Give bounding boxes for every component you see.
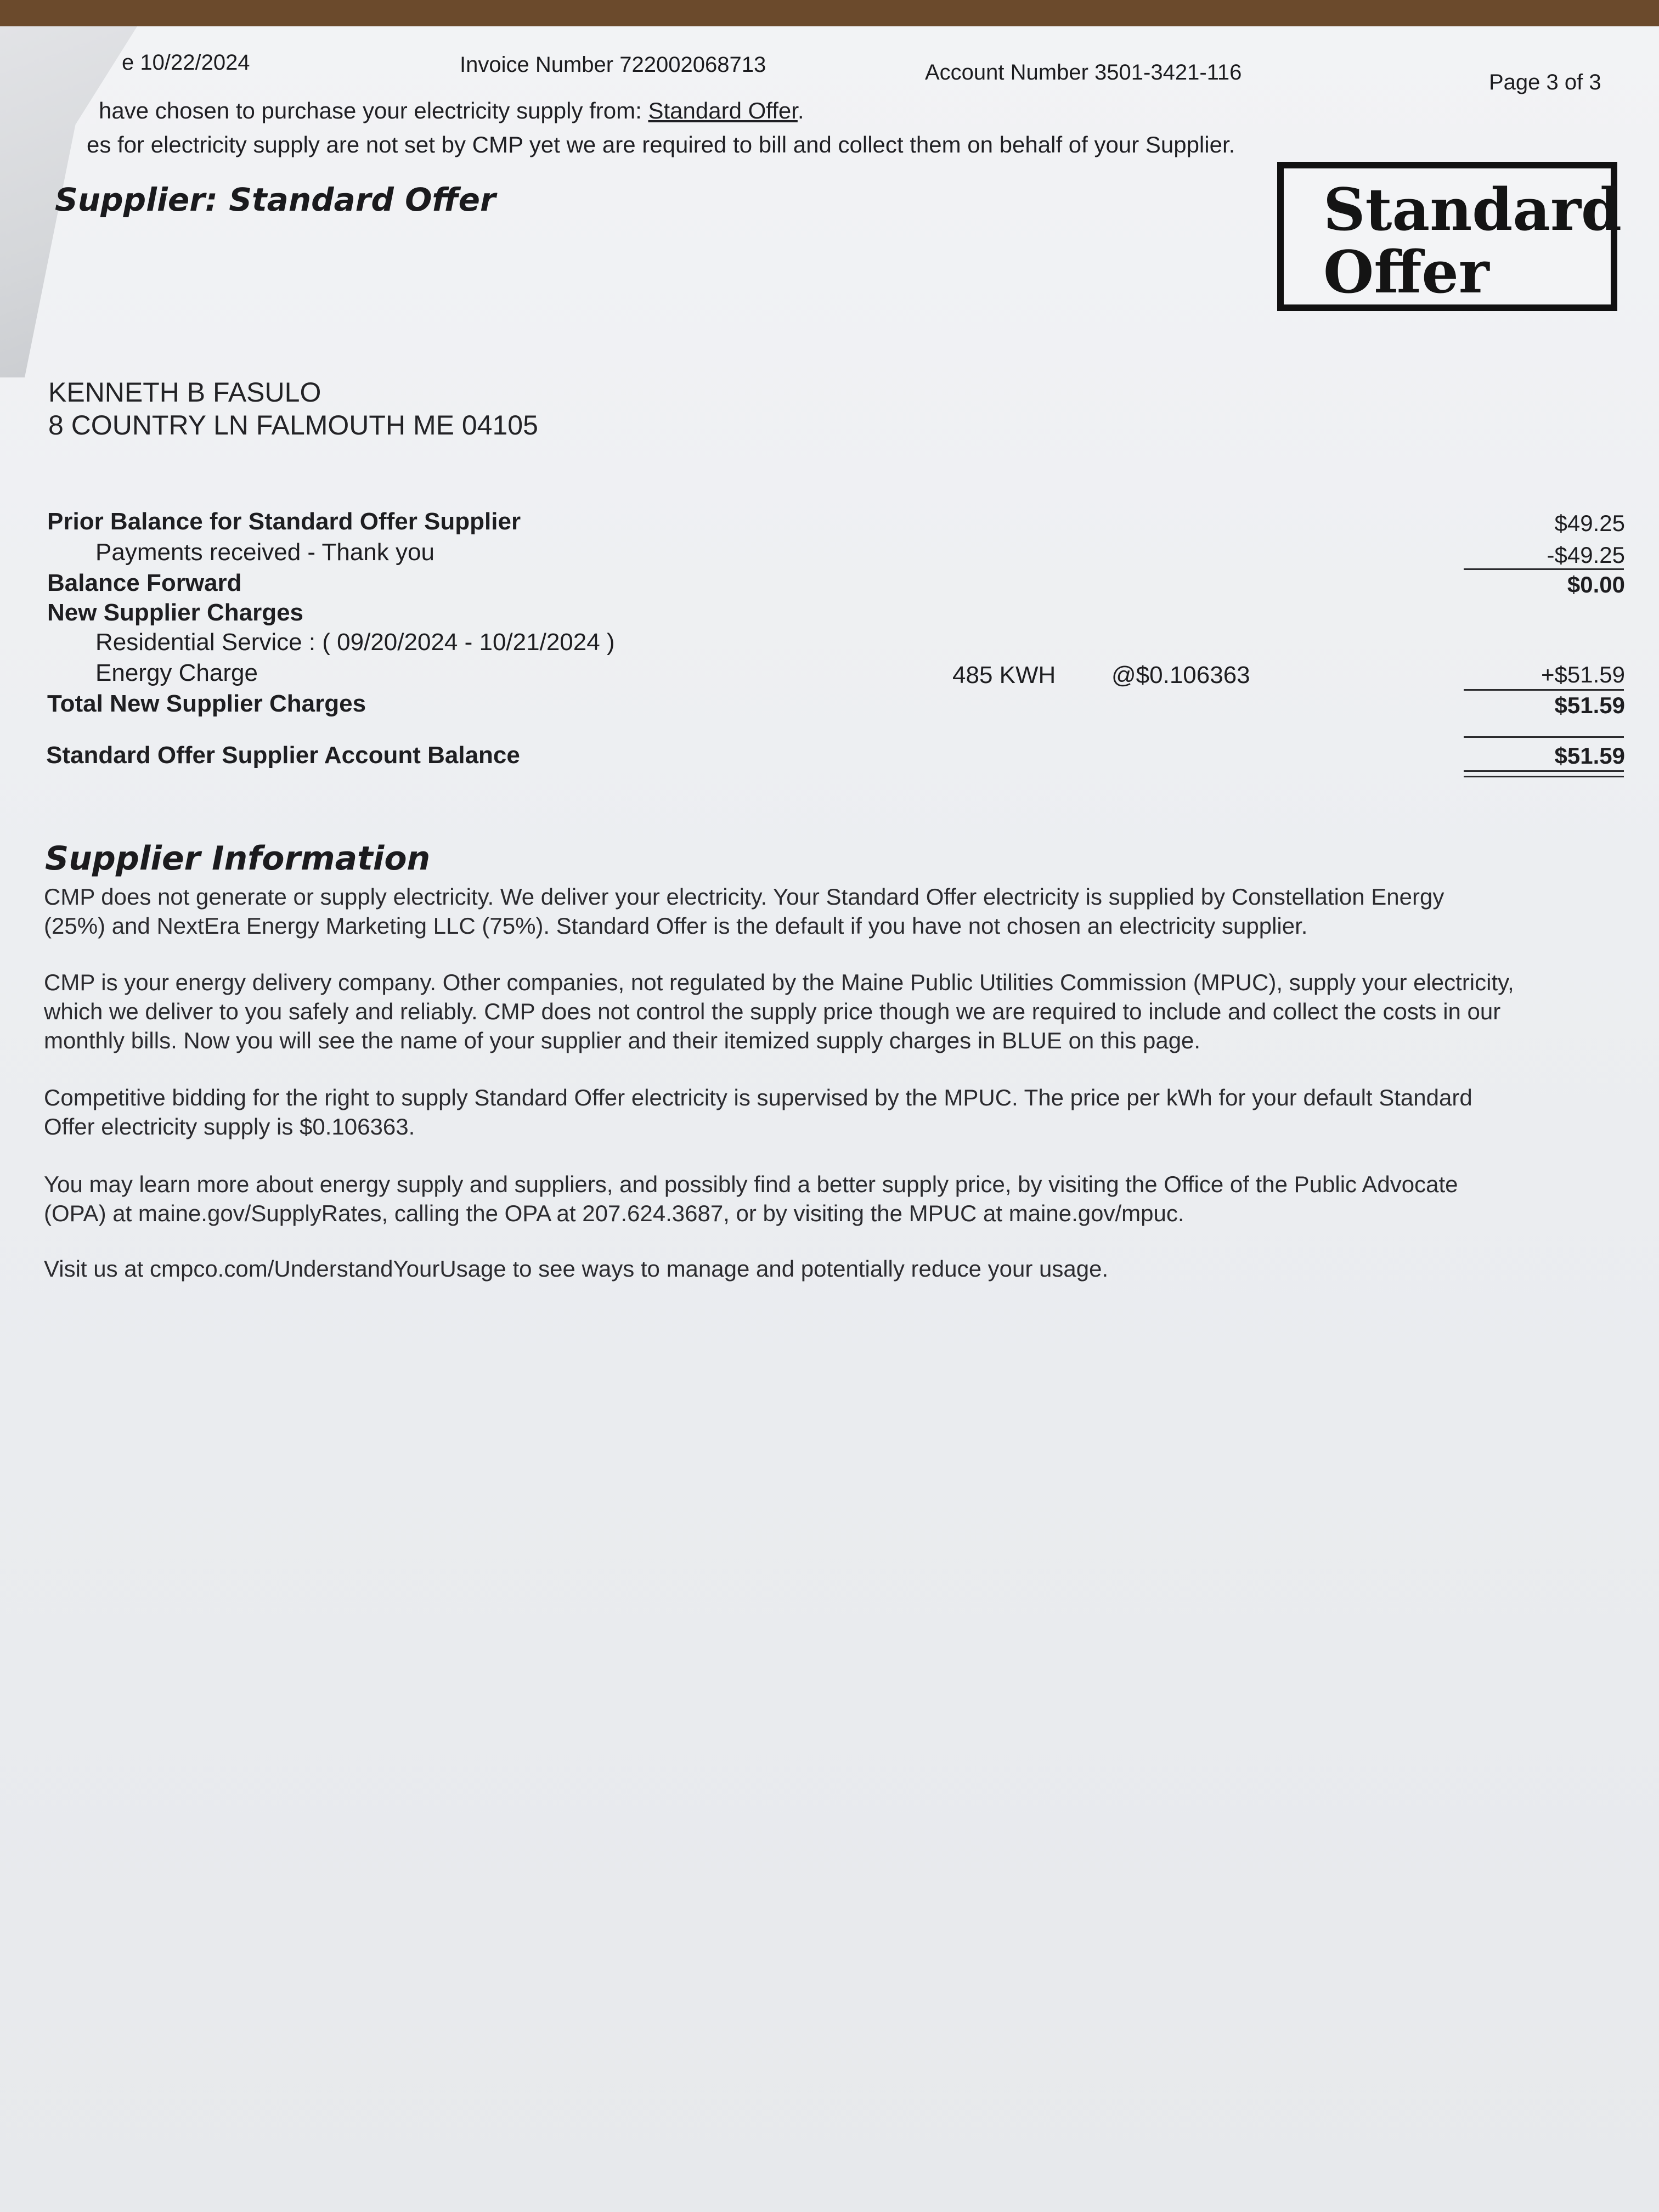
- payments-amount: -$49.25: [1547, 542, 1625, 568]
- invoice-number: Invoice Number 722002068713: [460, 53, 766, 77]
- paragraph-line: CMP is your energy delivery company. Other companies, not regulated by the Maine Public Utilities Commission (MPUC), supply your electricity,: [44, 969, 1514, 995]
- paragraph-line: Offer electricity supply is $0.106363.: [44, 1114, 415, 1139]
- balance-forward-amount: $0.00: [1567, 572, 1625, 597]
- supplier-info-paragraph-4: [44, 1170, 1646, 1228]
- account-number: Account Number 3501-3421-116: [925, 60, 1242, 84]
- energy-rate: @$0.106363: [1111, 662, 1250, 689]
- notice-prefix: have chosen to purchase your electricity supply from:: [99, 98, 648, 123]
- supplier-info-paragraph-2: [44, 968, 1646, 1055]
- new-charges-label: New Supplier Charges: [47, 599, 304, 626]
- total-new-charges-amount: $51.59: [1554, 692, 1625, 718]
- paragraph-line: monthly bills. Now you will see the name of your supplier and their itemized supply charges in BLUE on this page.: [44, 1028, 1201, 1053]
- energy-charge-amount: +$51.59: [1541, 662, 1625, 687]
- customer-name: KENNETH B FASULO: [48, 377, 321, 408]
- notice-suffix: .: [797, 98, 804, 123]
- notice-supplier-name: Standard Offer: [648, 98, 798, 123]
- energy-usage: 485 KWH: [952, 662, 1056, 689]
- paragraph-line: Competitive bidding for the right to supply Standard Offer electricity is supervised by the MPUC. The price per kWh for your default Standard: [44, 1085, 1472, 1110]
- logo-line-1: Standard: [1323, 175, 1622, 244]
- payments-underline: [1464, 568, 1624, 570]
- supplier-info-title: Supplier Information: [45, 839, 431, 878]
- customer-address: 8 COUNTRY LN FALMOUTH ME 04105: [48, 410, 538, 441]
- balance-double-rule-2: [1464, 776, 1624, 777]
- supplier-choice-notice: [99, 98, 804, 124]
- balance-forward-label: Balance Forward: [47, 569, 242, 596]
- balance-top-rule: [1464, 736, 1624, 738]
- prior-balance-label: Prior Balance for Standard Offer Supplier: [47, 508, 521, 535]
- payments-label: Payments received - Thank you: [95, 539, 435, 566]
- paragraph-line: (25%) and NextEra Energy Marketing LLC (75%). Standard Offer is the default if you have not chosen an electricity supplier.: [44, 913, 1308, 939]
- billing-notice: es for electricity supply are not set by CMP yet we are required to bill and collect them on behalf of your Supplier.: [87, 132, 1235, 157]
- prior-balance-amount: $49.25: [1554, 510, 1625, 536]
- balance-double-rule-1: [1464, 770, 1624, 772]
- supplier-heading: Supplier: Standard Offer: [55, 181, 496, 218]
- account-balance-label: Standard Offer Supplier Account Balance: [46, 742, 520, 769]
- paragraph-line: You may learn more about energy supply and suppliers, and possibly find a better supply price, by visiting the Office of the Public Advocate: [44, 1171, 1458, 1197]
- energy-charge-label: Energy Charge: [95, 659, 258, 686]
- paragraph-line: (OPA) at maine.gov/SupplyRates, calling the OPA at 207.624.3687, or by visiting the MPUC at maine.gov/mpuc.: [44, 1200, 1184, 1226]
- supplier-info-paragraph-3: [44, 1083, 1646, 1141]
- page-number: Page 3 of 3: [1489, 70, 1601, 94]
- supplier-info-paragraph-1: [44, 882, 1646, 940]
- paragraph-line: Visit us at cmpco.com/UnderstandYourUsage to see ways to manage and potentially reduce your usage.: [44, 1256, 1109, 1282]
- bill-date: e 10/22/2024: [122, 50, 250, 75]
- energy-underline: [1464, 689, 1624, 691]
- account-balance-amount: $51.59: [1554, 743, 1625, 769]
- paragraph-line: CMP does not generate or supply electricity. We deliver your electricity. Your Standard Offer electricity is supplied by Constellation Energy: [44, 884, 1444, 910]
- total-new-charges-label: Total New Supplier Charges: [47, 690, 366, 717]
- supplier-info-paragraph-5: [44, 1254, 1646, 1283]
- service-period: Residential Service : ( 09/20/2024 - 10/21/2024 ): [95, 629, 615, 656]
- logo-line-2: Offer: [1323, 238, 1489, 306]
- standard-offer-logo: [1277, 162, 1622, 311]
- paragraph-line: which we deliver to you safely and reliably. CMP does not control the supply price though we are required to include and collect the costs in our: [44, 998, 1501, 1024]
